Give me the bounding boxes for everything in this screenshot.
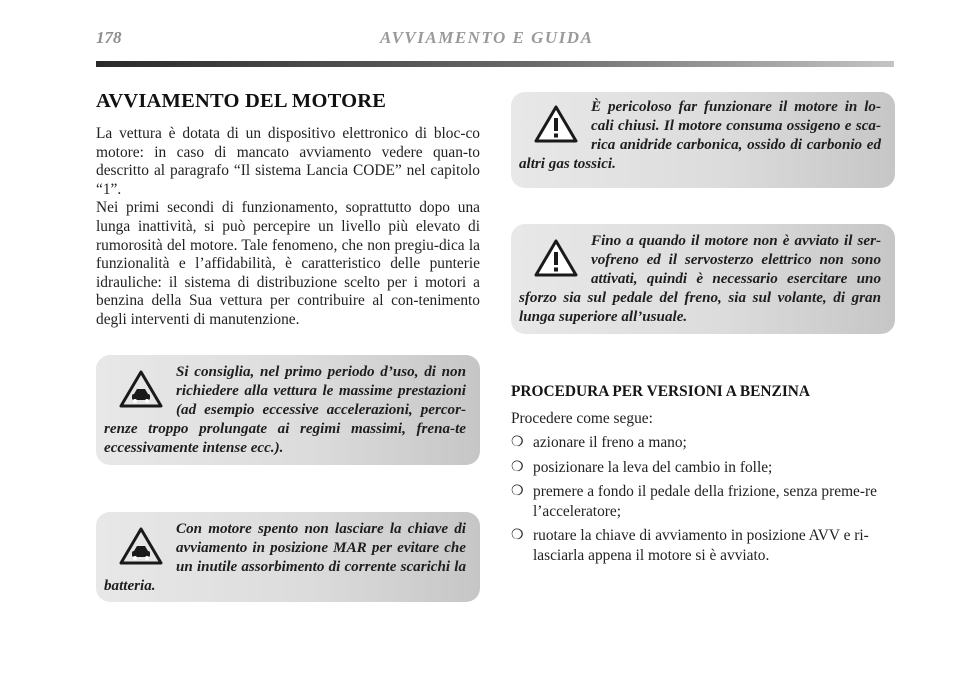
warning-text-gases: È pericoloso far funzionare il motore in lo-cali chiusi. Il motore consuma ossigeno e sca-rica anidride carbonica, ossido di carbonio ed altri gas tossici. [519, 99, 881, 172]
paragraph-immobilizer: La vettura è dotata di un dispositivo elettronico di bloc-co motore: in caso di mancato avviamento vedere quan-to descritto al paragrafo “Il sistema Lancia CODE” nel capitolo “1”. [96, 125, 480, 198]
procedure-intro: Procedere come segue: [511, 410, 653, 427]
warning-box-brakes [511, 224, 895, 334]
left-column [96, 90, 480, 330]
paragraph-engine-noise: Nei primi secondi di funzionamento, soprattutto dopo una lunga inattività, si può percepire un livello più elevato di rumorosità del motore. Tale fenomeno, che non pregiu-dica la funzionalità e l’affidabilità, è caratteristico delle punterie idrauliche: il sistema di distribuzione scelto per i motori a benzina della Sua vettura per contribuire al con-tenimento degli interventi di manutenzione. [96, 199, 480, 328]
procedure-step [511, 433, 895, 453]
note-text-battery: Con motore spento non lasciare la chiave di avviamento in posizione MAR per evitare che un inutile assorbimento di corrente scarichi la batteria. [104, 521, 466, 594]
procedure-step [511, 482, 895, 521]
procedure-step [511, 526, 895, 565]
step-text: posizionare la leva del cambio in folle; [533, 458, 773, 476]
bullet-icon: ❍ [511, 528, 524, 544]
step-text: azionare il freno a mano; [533, 434, 687, 451]
bullet-icon: ❍ [511, 484, 524, 500]
procedure-step [511, 458, 895, 478]
procedure-title: PROCEDURA PER VERSIONI A BENZINA [511, 383, 811, 400]
note-text-first-use: Si consiglia, nel primo periodo d’uso, di non richiedere alla vettura le massime prestazioni (ad esempio eccessive accelerazioni, percor-renze troppo prolungate ai regimi massimi, frena-te eccessivamente intense ecc.). [104, 364, 466, 456]
step-text: ruotare la chiave di avviamento in posizione AVV e ri-lasciarla appena il motore si è avviato. [533, 527, 869, 564]
bullet-icon: ❍ [511, 435, 524, 450]
step-text: premere a fondo il pedale della frizione, senza preme-re l’acceleratore; [533, 483, 877, 520]
warning-icon [533, 238, 579, 278]
note-box-first-use [96, 355, 480, 465]
warning-text-brakes: Fino a quando il motore non è avviato il ser-vofreno ed il servosterzo elettrico non sono attivati, quindi è necessario esercitare uno sforzo sia sul pedale del freno, sia sul volante, di gran lunga superiore all’usuale. [519, 233, 881, 325]
chapter-title: AVVIAMENTO E GUIDA [380, 28, 594, 47]
section-title: AVVIAMENTO DEL MOTORE [96, 90, 387, 112]
car-caution-icon [118, 369, 164, 409]
warning-icon [533, 104, 579, 144]
car-caution-icon [118, 526, 164, 566]
header-rule [96, 61, 894, 67]
procedure-steps [511, 433, 895, 571]
page-number: 178 [96, 28, 122, 47]
note-box-battery [96, 512, 480, 602]
warning-box-gases [511, 92, 895, 188]
bullet-icon: ❍ [511, 459, 524, 475]
